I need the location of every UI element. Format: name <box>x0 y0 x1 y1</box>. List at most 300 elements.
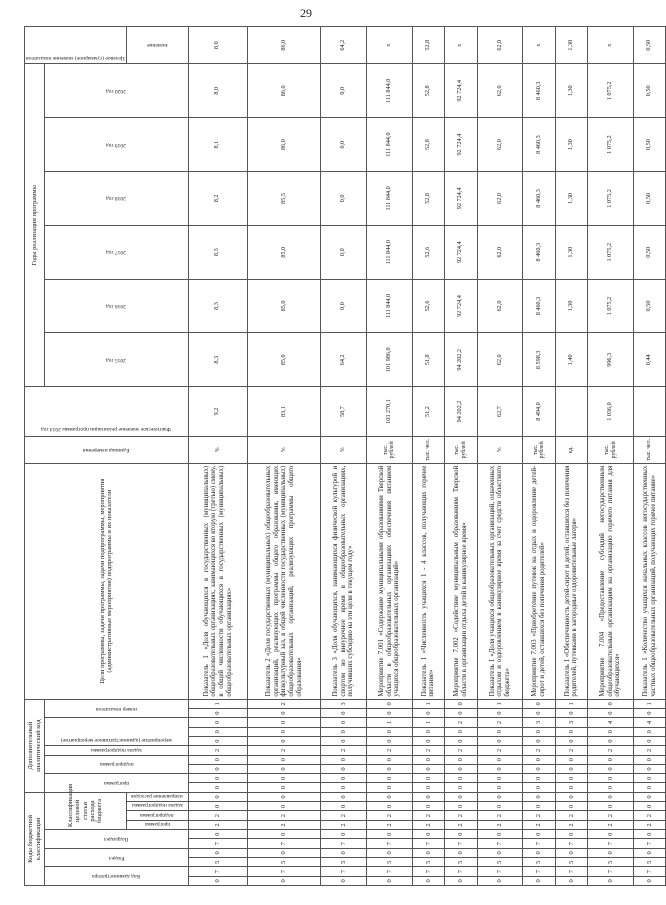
row-description: Мероприятие 7.003 «Приобретение путевок на отдых и оздоровление детей-сирот и детей, оставшихся без попечения родителей» <box>523 463 555 699</box>
code-digit: 2 <box>588 746 634 755</box>
code-digit: 0 <box>523 802 555 811</box>
code-digit: 0 <box>188 764 247 773</box>
code-digit: 5 <box>477 858 523 867</box>
code-digit: 5 <box>412 858 444 867</box>
code-digit: 0 <box>366 792 412 801</box>
code-digit: 1 <box>412 699 444 708</box>
code-digit: 0 <box>321 792 367 801</box>
row-target-value: 86,0 <box>248 27 321 64</box>
code-digit: 2 <box>321 820 367 829</box>
code-digit: 0 <box>445 848 477 857</box>
code-digit: 0 <box>634 736 666 745</box>
row-base-value <box>634 387 666 437</box>
row-unit: % <box>188 436 247 463</box>
code-digit: 2 <box>555 811 587 820</box>
row-base-value: 62,7 <box>477 387 523 437</box>
row-year-value: 8 460,3 <box>523 64 555 118</box>
code-digit: 2 <box>366 746 412 755</box>
code-digit: 0 <box>445 709 477 718</box>
code-digit: 0 <box>321 718 367 727</box>
code-digit: 0 <box>321 774 367 783</box>
code-digit: 0 <box>321 876 367 885</box>
code-digit: 2 <box>412 820 444 829</box>
row-year-value: 0,44 <box>634 333 666 387</box>
row-year-value: 94 202,2 <box>445 333 477 387</box>
code-digit: 7 <box>477 867 523 876</box>
row-target-value: 0,50 <box>634 27 666 64</box>
code-digit: 3 <box>321 699 367 708</box>
code-digit: 2 <box>555 820 587 829</box>
code-digit: 0 <box>634 792 666 801</box>
row-unit: тыс. рублей <box>366 436 412 463</box>
cs-subprogram-header: подпрограмма <box>126 811 188 820</box>
code-digit: 0 <box>634 830 666 839</box>
cs-direction-header: направление расходов <box>126 792 188 801</box>
row-target-value: 64,2 <box>321 27 367 64</box>
code-digit: 2 <box>588 811 634 820</box>
row-year-value: 1,30 <box>555 64 587 118</box>
code-digit: 0 <box>588 792 634 801</box>
code-digit: 7 <box>366 839 412 848</box>
code-digit: 0 <box>248 755 321 764</box>
code-digit: 0 <box>555 783 587 792</box>
row-description: Показатель 1 «Доля учащихся общеобразовательных организаций, охваченных отдыхом и оздоровлением в каникулярное время за счет средств областного бюджета» <box>477 463 523 699</box>
code-digit: 7 <box>188 867 247 876</box>
code-digit: 0 <box>412 802 444 811</box>
additional-code-header: Дополнительный аналитический код <box>25 699 45 792</box>
row-year-value: 101 986,0 <box>366 333 412 387</box>
code-digit: 0 <box>477 709 523 718</box>
code-digit: 7 <box>445 839 477 848</box>
code-digit: 2 <box>445 820 477 829</box>
row-unit: тыс. рублей <box>445 436 477 463</box>
row-year-value: 51,8 <box>412 333 444 387</box>
row-year-value: 64,2 <box>321 333 367 387</box>
row-year-value: 0,0 <box>321 118 367 172</box>
code-digit: 0 <box>555 755 587 764</box>
code-digit: 7 <box>588 867 634 876</box>
row-year-value: 52,8 <box>412 172 444 226</box>
code-digit: 5 <box>523 858 555 867</box>
code-digit: 0 <box>588 830 634 839</box>
code-digit: 0 <box>248 783 321 792</box>
row-year-value: 111 844,0 <box>366 279 412 333</box>
code-digit: 5 <box>445 858 477 867</box>
row-year-value: 1 075,2 <box>588 118 634 172</box>
code-digit: 0 <box>634 783 666 792</box>
code-digit: 0 <box>248 727 321 736</box>
code-digit: 0 <box>366 764 412 773</box>
base-year-header: Фактическое значение реализации программы 2014 год <box>25 387 189 437</box>
row-target-value: x <box>588 27 634 64</box>
code-digit: 0 <box>188 774 247 783</box>
row-unit: тыс. рублей <box>523 436 555 463</box>
row-base-value: 94 202,2 <box>445 387 477 437</box>
table-row <box>321 27 367 886</box>
code-digit: 0 <box>321 830 367 839</box>
code-digit: 0 <box>555 792 587 801</box>
row-year-value: 1 075,2 <box>588 279 634 333</box>
code-digit: 0 <box>445 774 477 783</box>
row-base-value: 83,1 <box>248 387 321 437</box>
code-digit: 0 <box>412 755 444 764</box>
code-digit: 0 <box>321 848 367 857</box>
row-year-value: 8,0 <box>188 64 247 118</box>
code-digit: 0 <box>523 783 555 792</box>
code-digit: 1 <box>634 699 666 708</box>
code-digit: 7 <box>634 839 666 848</box>
code-digit: 0 <box>248 830 321 839</box>
code-digit: 0 <box>412 774 444 783</box>
row-unit: тыс. рублей <box>588 436 634 463</box>
code-digit: 2 <box>634 746 666 755</box>
code-digit: 2 <box>555 746 587 755</box>
code-digit: 0 <box>248 792 321 801</box>
row-year-value: 62,0 <box>477 279 523 333</box>
row-year-value: 0,0 <box>321 279 367 333</box>
code-digit: 0 <box>555 876 587 885</box>
code-digit: 0 <box>555 830 587 839</box>
row-year-value: 85,0 <box>248 225 321 279</box>
code-digit: 0 <box>555 736 587 745</box>
row-year-value: 996,3 <box>588 333 634 387</box>
code-digit: 0 <box>588 709 634 718</box>
table-row <box>523 27 555 886</box>
code-digit: 5 <box>248 858 321 867</box>
target-value-header: значение <box>126 27 188 64</box>
code-digit: 5 <box>366 858 412 867</box>
code-digit: 0 <box>445 792 477 801</box>
code-digit: 0 <box>588 774 634 783</box>
code-digit: 0 <box>321 709 367 718</box>
code-digit: 2 <box>248 820 321 829</box>
row-year-value: 92 724,4 <box>445 225 477 279</box>
row-base-value: 58,7 <box>321 387 367 437</box>
code-digit: 0 <box>188 783 247 792</box>
table-row <box>248 27 321 886</box>
code-digit: 7 <box>523 839 555 848</box>
row-target-value: 62,0 <box>477 27 523 64</box>
code-digit: 0 <box>588 736 634 745</box>
code-digit: 0 <box>321 736 367 745</box>
code-digit: 2 <box>477 811 523 820</box>
code-digit: 0 <box>248 736 321 745</box>
code-digit: 5 <box>588 858 634 867</box>
code-digit: 7 <box>412 839 444 848</box>
code-digit: 5 <box>634 858 666 867</box>
code-digit: 0 <box>412 736 444 745</box>
code-digit: 0 <box>588 802 634 811</box>
code-digit: 0 <box>445 727 477 736</box>
code-digit: 0 <box>445 876 477 885</box>
row-year-value: 1 075,2 <box>588 172 634 226</box>
target-header: Целевое (суммарное) значение показателя <box>25 27 127 64</box>
code-digit: 0 <box>321 727 367 736</box>
row-year-value: 1,30 <box>555 225 587 279</box>
table-row <box>445 27 477 886</box>
code-digit: 0 <box>477 755 523 764</box>
code-digit: 7 <box>321 867 367 876</box>
code-digit: 2 <box>523 746 555 755</box>
table-row <box>588 27 634 886</box>
code-digit: 3 <box>555 718 587 727</box>
code-digit: 0 <box>321 802 367 811</box>
row-unit: тыс. чел. <box>412 436 444 463</box>
code-digit: 0 <box>412 727 444 736</box>
code-digit: 4 <box>588 718 634 727</box>
add-task-header: задача подпрограммы <box>45 746 189 755</box>
add-indicator-header: номер показателя <box>45 699 189 718</box>
row-description: Показатель 1 «Численность учащихся 1 - 4 классов, получающих горячее питание» <box>412 463 444 699</box>
row-year-value: 52,6 <box>412 279 444 333</box>
code-digit: 0 <box>188 709 247 718</box>
code-digit: 7 <box>445 867 477 876</box>
code-digit: 0 <box>477 774 523 783</box>
year-2019-header: 2019 год <box>45 118 189 172</box>
code-digit: 0 <box>588 764 634 773</box>
code-digit: 0 <box>412 783 444 792</box>
code-digit: 2 <box>634 820 666 829</box>
table-row <box>188 27 247 886</box>
row-year-value: 62,0 <box>477 118 523 172</box>
row-target-value: 8,0 <box>188 27 247 64</box>
code-digit: 0 <box>188 848 247 857</box>
row-year-value: 0,50 <box>634 118 666 172</box>
row-description: Показатель 3 «Доля обучающихся, занимающихся физической культурой и спортом во внеурочное время в общеобразовательных организациях, получивших субсидию на эти цели в текущем году» <box>321 463 367 699</box>
code-digit: 0 <box>445 764 477 773</box>
code-digit: 0 <box>248 718 321 727</box>
row-year-value: 8,3 <box>188 333 247 387</box>
code-digit: 2 <box>188 820 247 829</box>
code-digit: 0 <box>248 764 321 773</box>
row-base-value: 1 036,0 <box>588 387 634 437</box>
rotated-table-wrapper <box>24 26 657 886</box>
row-unit: тыс. чел. <box>634 436 666 463</box>
code-digit: 0 <box>477 727 523 736</box>
row-year-value: 62,0 <box>477 172 523 226</box>
row-target-value: 52,8 <box>412 27 444 64</box>
code-digit: 2 <box>477 718 523 727</box>
page-number: 29 <box>300 6 312 20</box>
code-digit: 0 <box>366 709 412 718</box>
row-year-value: 8,2 <box>188 172 247 226</box>
row-unit: % <box>248 436 321 463</box>
row-year-value: 0,50 <box>634 64 666 118</box>
row-description: Мероприятие 7.001 «Содержание муниципальными образованиями Тверской области в общеобразовательных организациях обеспечения питанием учащихся общеобразовательных организаций» <box>366 463 412 699</box>
table-row <box>412 27 444 886</box>
code-digit: 0 <box>523 848 555 857</box>
row-year-value: 0,50 <box>634 225 666 279</box>
row-year-value: 111 844,0 <box>366 118 412 172</box>
row-year-value: 52,8 <box>412 118 444 172</box>
row-description: Показатель 1 «Количество учащихся начальных классов негосударственных частных общеобразовательных организаций, получающих горячее питание» <box>634 463 666 699</box>
row-year-value: 92 724,4 <box>445 118 477 172</box>
row-year-value: 1 075,2 <box>588 225 634 279</box>
code-digit: 0 <box>523 736 555 745</box>
code-digit: 0 <box>634 802 666 811</box>
code-digit: 0 <box>555 802 587 811</box>
code-digit: 0 <box>588 755 634 764</box>
row-year-value: 92 724,4 <box>445 279 477 333</box>
unit-header: Единица измерения <box>25 436 189 463</box>
code-digit: 0 <box>412 792 444 801</box>
code-digit: 0 <box>634 727 666 736</box>
code-digit: 2 <box>321 811 367 820</box>
add-program-header: программа <box>45 774 189 793</box>
code-digit: 0 <box>523 876 555 885</box>
code-digit: 0 <box>366 802 412 811</box>
row-year-value: 0,50 <box>634 172 666 226</box>
code-digit: 0 <box>634 764 666 773</box>
code-digit: 0 <box>188 876 247 885</box>
row-target-value: 1,30 <box>555 27 587 64</box>
code-digit: 0 <box>588 699 634 708</box>
goals-header: Цели программы, задачи программы, задачи подпрограммы, мероприятия (административные мероприятия) подпрограммы и их показатели <box>25 463 189 699</box>
code-digit: 2 <box>445 811 477 820</box>
row-year-value: 8 460,3 <box>523 225 555 279</box>
add-subprogram-header: подпрограмма <box>45 755 189 774</box>
row-unit: ед. <box>555 436 587 463</box>
row-year-value: 85,0 <box>248 279 321 333</box>
code-digit: 2 <box>412 746 444 755</box>
code-digit: 0 <box>523 699 555 708</box>
years-header: Годы реализации программы <box>25 64 45 387</box>
code-digit: 0 <box>412 764 444 773</box>
code-digit: 2 <box>248 699 321 708</box>
code-digit: 0 <box>477 736 523 745</box>
code-digit: 0 <box>634 848 666 857</box>
code-digit: 3 <box>523 718 555 727</box>
code-digit: 2 <box>366 811 412 820</box>
code-digit: 0 <box>412 848 444 857</box>
code-digit: 0 <box>188 736 247 745</box>
code-digit: 7 <box>248 839 321 848</box>
table-row <box>555 27 587 886</box>
code-digit: 1 <box>412 718 444 727</box>
code-digit: 0 <box>366 755 412 764</box>
year-2020-header: 2020 год <box>45 64 189 118</box>
code-digit: 7 <box>634 867 666 876</box>
row-base-value: 103 270,1 <box>366 387 412 437</box>
table-row <box>477 27 523 886</box>
code-digit: 7 <box>523 867 555 876</box>
code-digit: 0 <box>412 830 444 839</box>
row-unit: % <box>321 436 367 463</box>
code-digit: 0 <box>188 830 247 839</box>
row-target-value: x <box>523 27 555 64</box>
row-year-value: 111 844,0 <box>366 64 412 118</box>
code-digit: 0 <box>523 764 555 773</box>
code-digit: 0 <box>634 709 666 718</box>
code-digit: 7 <box>555 867 587 876</box>
year-2016-header: 2016 год <box>45 279 189 333</box>
row-year-value: 0,0 <box>321 172 367 226</box>
year-2017-header: 2017 год <box>45 225 189 279</box>
row-year-value: 1,30 <box>555 172 587 226</box>
code-digit: 0 <box>588 848 634 857</box>
year-2015-header: 2015 год <box>45 333 189 387</box>
code-digit: 2 <box>634 811 666 820</box>
code-digit: 7 <box>188 839 247 848</box>
code-digit: 0 <box>445 736 477 745</box>
row-year-value: 1,30 <box>555 118 587 172</box>
row-year-value: 86,0 <box>248 118 321 172</box>
cs-task-header: задача подпрограммы <box>126 802 188 811</box>
code-digit: 0 <box>523 709 555 718</box>
code-digit: 7 <box>477 839 523 848</box>
code-digit: 0 <box>634 774 666 783</box>
code-digit: 0 <box>188 727 247 736</box>
code-digit: 7 <box>248 867 321 876</box>
code-digit: 0 <box>477 764 523 773</box>
row-base-value <box>555 387 587 437</box>
add-measure-header: мероприятие (административное мероприятие) <box>45 718 189 746</box>
code-digit: 2 <box>523 811 555 820</box>
code-digit: 4 <box>634 718 666 727</box>
code-digit: 7 <box>366 867 412 876</box>
code-digit: 0 <box>248 802 321 811</box>
code-digit: 2 <box>445 718 477 727</box>
year-2018-header: 2018 год <box>45 172 189 226</box>
code-digit: 0 <box>634 876 666 885</box>
code-digit: 0 <box>445 830 477 839</box>
row-year-value: 52,8 <box>412 64 444 118</box>
row-year-value: 8,1 <box>188 118 247 172</box>
code-digit: 2 <box>248 811 321 820</box>
code-digit: 7 <box>555 839 587 848</box>
rotated-table-area <box>24 26 657 886</box>
row-description: Мероприятие 7.004 «Предоставление субсидий негосударственным общеобразовательным организациям на организацию горячего питания для обучающихся» <box>588 463 634 699</box>
code-digit: 0 <box>555 774 587 783</box>
code-digit: 0 <box>188 755 247 764</box>
code-digit: 0 <box>523 727 555 736</box>
code-digit: 0 <box>321 755 367 764</box>
row-year-value: 62,0 <box>477 225 523 279</box>
code-digit: 2 <box>477 746 523 755</box>
code-digit: 0 <box>477 876 523 885</box>
row-year-value: 85,5 <box>248 172 321 226</box>
code-digit: 5 <box>188 858 247 867</box>
row-year-value: 92 724,4 <box>445 64 477 118</box>
code-digit: 0 <box>588 783 634 792</box>
row-target-value: x <box>445 27 477 64</box>
cs-program-header: программа <box>126 820 188 829</box>
code-digit: 0 <box>188 718 247 727</box>
code-digit: 0 <box>248 876 321 885</box>
row-year-value: 92 724,4 <box>445 172 477 226</box>
code-digit: 1 <box>366 718 412 727</box>
row-description: Показатель 2 «Доля государственных (муниципальных) общеобразовательных организаций, реализующих программы общего образования, имеющих физкультурный зал, в общей численности государственных (муниципальных) общеобразовательных организаций, реализующих программы общего образования» <box>248 463 321 699</box>
section-header: Раздел <box>45 848 189 867</box>
code-digit: 0 <box>188 792 247 801</box>
code-digit: 0 <box>366 727 412 736</box>
row-year-value: 0,0 <box>321 64 367 118</box>
row-year-value: 111 844,0 <box>366 225 412 279</box>
row-base-value: 51,2 <box>412 387 444 437</box>
code-digit: 0 <box>321 783 367 792</box>
code-digit: 2 <box>523 820 555 829</box>
code-digit: 2 <box>248 746 321 755</box>
code-digit: 0 <box>634 755 666 764</box>
code-digit: 0 <box>248 709 321 718</box>
code-digit: 0 <box>445 783 477 792</box>
code-digit: 7 <box>321 839 367 848</box>
row-unit: % <box>477 436 523 463</box>
row-year-value: 8 460,3 <box>523 279 555 333</box>
row-target-value: x <box>366 27 412 64</box>
row-year-value: 1 075,2 <box>588 64 634 118</box>
code-digit: 0 <box>366 736 412 745</box>
